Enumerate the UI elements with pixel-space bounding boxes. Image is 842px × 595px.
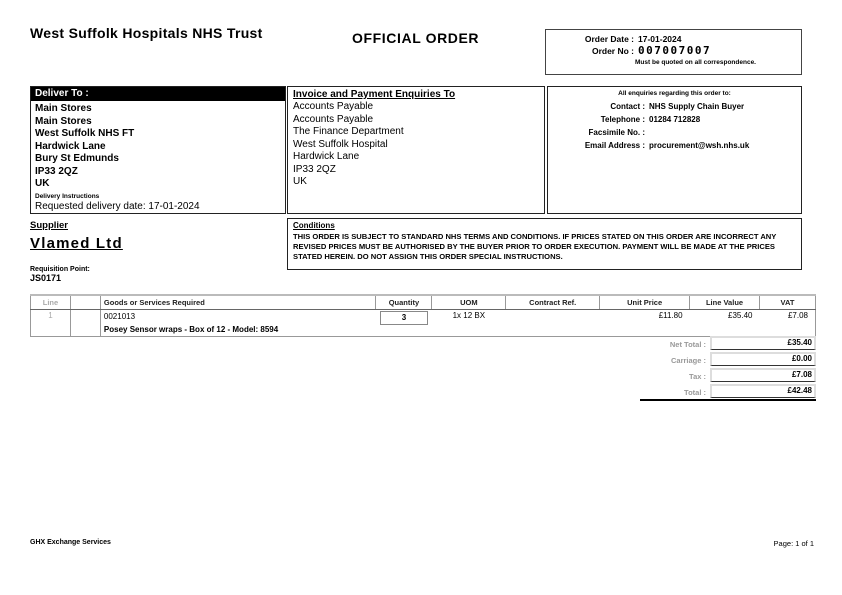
net-total-row bbox=[640, 336, 816, 351]
invoice-address-line: West Suffolk Hospital bbox=[293, 138, 388, 150]
carriage-row bbox=[640, 352, 816, 367]
item-row bbox=[31, 310, 816, 337]
item-goods-cell bbox=[100, 310, 376, 337]
item-line-number: 1 bbox=[31, 310, 71, 337]
telephone-label: Telephone : bbox=[600, 115, 645, 124]
email-value: procurement@wsh.nhs.uk bbox=[649, 141, 750, 150]
supplier-section bbox=[30, 220, 280, 283]
conditions-text: THIS ORDER IS SUBJECT TO STANDARD NHS TERMS AND CONDITIONS. IF PRICES STATED ON THIS ORDER ARE INCORRECT ANY REVISED PRICES MUST BE AUTHORISED BY THE BUYER PRIOR TO ORDER EXECUTION. PAYMENT WILL BE MADE AT THE PRICES STATED HEREIN. DO NOT ASSIGN THIS ORDER SPECIAL INSTRUCTIONS. bbox=[293, 232, 777, 261]
address-line: Hardwick Lane bbox=[35, 140, 106, 152]
col-header-goods: Goods or Services Required bbox=[100, 295, 376, 310]
order-no-value: 007007007 bbox=[638, 44, 712, 57]
totals-block bbox=[640, 336, 816, 402]
order-date-value: 17-01-2024 bbox=[638, 34, 682, 44]
grand-total-row bbox=[640, 384, 816, 401]
facsimile-row bbox=[553, 126, 796, 139]
contact-label: Contact : bbox=[610, 102, 645, 111]
facsimile-label: Facsimile No. : bbox=[588, 128, 645, 137]
invoice-address-line: Accounts Payable bbox=[293, 101, 374, 112]
col-header-quantity: Quantity bbox=[376, 295, 432, 310]
contact-row bbox=[553, 100, 796, 113]
footer-service-name: GHX Exchange Services bbox=[30, 539, 111, 546]
address-line: Bury St Edmunds bbox=[35, 153, 119, 164]
items-table bbox=[30, 294, 816, 337]
col-header-unit-price: Unit Price bbox=[600, 295, 690, 310]
delivery-instructions-label: Delivery Instructions bbox=[35, 192, 100, 200]
order-date-label: Order Date : bbox=[584, 34, 634, 44]
conditions-header: Conditions bbox=[293, 221, 335, 230]
deliver-to-box bbox=[30, 86, 286, 214]
document-title: OFFICIAL ORDER bbox=[352, 30, 480, 46]
order-note: Must be quoted on all correspondence. bbox=[635, 59, 756, 66]
item-description: Posey Sensor wraps - Box of 12 - Model: 8594 bbox=[103, 325, 279, 334]
net-total-value: £35.40 bbox=[710, 336, 816, 350]
email-label: Email Address : bbox=[584, 141, 645, 150]
col-header-uom: UOM bbox=[432, 295, 506, 310]
footer-page-number: Page: 1 of 1 bbox=[773, 539, 814, 548]
deliver-to-header: Deliver To : bbox=[31, 87, 285, 101]
item-spacer-cell bbox=[70, 310, 100, 337]
requisition-point-value: JS0171 bbox=[30, 273, 62, 283]
conditions-box bbox=[287, 218, 802, 270]
telephone-row bbox=[553, 113, 796, 126]
email-row bbox=[553, 139, 796, 152]
order-no-label: Order No : bbox=[591, 46, 634, 56]
address-line: UK bbox=[35, 178, 50, 189]
carriage-label: Carriage : bbox=[670, 356, 706, 365]
item-uom: 1x 12 BX bbox=[432, 310, 506, 337]
order-enquiries-box bbox=[547, 86, 802, 214]
address-line: West Suffolk NHS FT bbox=[35, 128, 135, 139]
net-total-label: Net Total : bbox=[669, 340, 706, 349]
address-line: Main Stores bbox=[35, 115, 92, 127]
tax-row bbox=[640, 368, 816, 383]
address-line: Main Stores bbox=[35, 103, 92, 114]
col-header-line-value: Line Value bbox=[690, 295, 760, 310]
item-vat: £7.08 bbox=[759, 310, 815, 337]
item-quantity: 3 bbox=[380, 311, 428, 325]
requisition-point-label: Requisition Point: bbox=[30, 266, 90, 273]
order-no-row bbox=[552, 45, 795, 57]
invoice-address-line: UK bbox=[293, 176, 307, 187]
col-header-line: Line bbox=[31, 295, 71, 310]
order-info-box bbox=[545, 29, 802, 75]
deliver-to-address bbox=[31, 101, 285, 213]
tax-value: £7.08 bbox=[710, 368, 816, 382]
col-header-vat: VAT bbox=[759, 295, 815, 310]
item-contract-ref bbox=[506, 310, 600, 337]
col-header-spacer bbox=[70, 295, 100, 310]
trust-name: West Suffolk Hospitals NHS Trust bbox=[30, 25, 263, 41]
item-line-value: £35.40 bbox=[690, 310, 760, 337]
address-line: IP33 2QZ bbox=[35, 165, 78, 177]
grand-total-label: Total : bbox=[684, 388, 706, 397]
enquiries-header: All enquiries regarding this order to: bbox=[618, 90, 731, 97]
invoice-address-line: IP33 2QZ bbox=[293, 163, 336, 175]
invoice-enquiries-header: Invoice and Payment Enquiries To bbox=[293, 89, 456, 100]
supplier-name: Vlamed Ltd bbox=[30, 235, 123, 252]
col-header-contract-ref: Contract Ref. bbox=[506, 295, 600, 310]
item-code: 0021013 bbox=[103, 312, 136, 321]
carriage-value: £0.00 bbox=[710, 352, 816, 366]
telephone-value: 01284 712828 bbox=[649, 115, 701, 124]
tax-label: Tax : bbox=[689, 372, 706, 381]
item-quantity-cell bbox=[376, 310, 432, 337]
items-header-row bbox=[31, 295, 816, 310]
grand-total-value: £42.48 bbox=[710, 384, 816, 398]
requested-delivery-date: Requested delivery date: 17-01-2024 bbox=[35, 200, 200, 212]
invoice-address-line: Hardwick Lane bbox=[293, 151, 360, 162]
item-unit-price: £11.80 bbox=[600, 310, 690, 337]
invoice-address-line: The Finance Department bbox=[293, 126, 404, 137]
invoice-address-line: Accounts Payable bbox=[293, 113, 374, 125]
contact-value: NHS Supply Chain Buyer bbox=[649, 102, 745, 111]
supplier-header: Supplier bbox=[30, 220, 69, 231]
invoice-enquiries-box bbox=[287, 86, 545, 214]
